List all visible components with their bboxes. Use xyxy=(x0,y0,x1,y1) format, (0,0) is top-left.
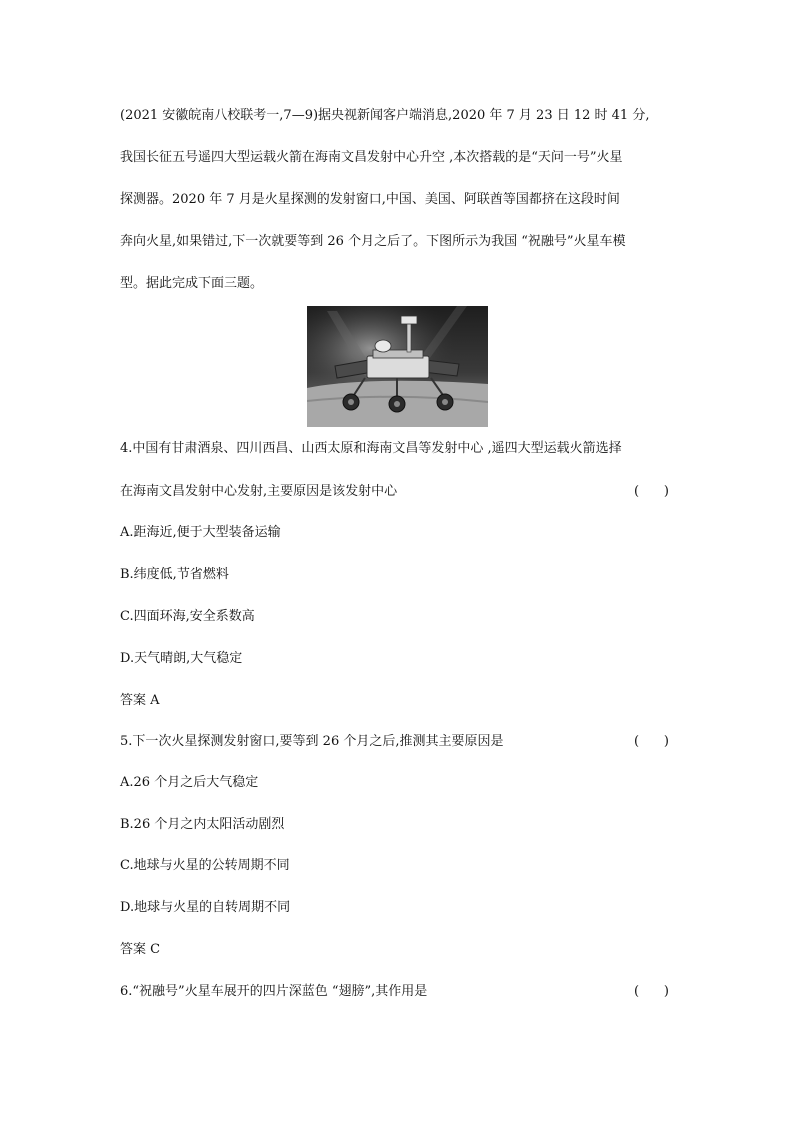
question-4-option-c: C.四面环海,安全系数高 xyxy=(120,609,255,624)
mars-rover-photo-icon xyxy=(307,306,488,427)
intro-line-3: 探测器。2020 年 7 月是火星探测的发射窗口,中国、美国、阿联酋等国都挤在这段时间 xyxy=(120,192,620,207)
question-5-stem-line-1: 5.下一次火星探测发射窗口,要等到 26 个月之后,推测其主要原因是 xyxy=(120,734,504,749)
question-6-answer-bracket: ( ) xyxy=(634,984,669,999)
question-5-option-a: A.26 个月之后大气稳定 xyxy=(120,775,259,790)
question-5-answer-bracket: ( ) xyxy=(634,734,669,749)
intro-line-1: (2021 安徽皖南八校联考一,7—9)据央视新闻客户端消息,2020 年 7 月 23 日 12 时 41 分, xyxy=(120,108,650,123)
intro-line-4: 奔向火星,如果错过,下一次就要等到 26 个月之后了。下图所示为我国 “祝融号”火星车模 xyxy=(120,234,626,249)
question-5-answer: 答案 C xyxy=(120,942,161,957)
question-5-option-c: C.地球与火星的公转周期不同 xyxy=(120,858,290,873)
question-5-option-d: D.地球与火星的自转周期不同 xyxy=(120,900,291,915)
question-4-answer-bracket: ( ) xyxy=(634,484,669,499)
question-4-stem-line-1: 4.中国有甘肃酒泉、四川西昌、山西太原和海南文昌等发射中心 ,遥四大型运载火箭选择 xyxy=(120,441,622,456)
intro-line-2: 我国长征五号遥四大型运载火箭在海南文昌发射中心升空 ,本次搭载的是“天问一号”火星 xyxy=(120,150,623,165)
intro-line-5: 型。据此完成下面三题。 xyxy=(120,276,264,291)
question-6-stem-line-1: 6.“祝融号”火星车展开的四片深蓝色 “翅膀”,其作用是 xyxy=(120,984,428,999)
question-4-option-b: B.纬度低,节省燃料 xyxy=(120,567,229,582)
question-4-stem-line-2: 在海南文昌发射中心发射,主要原因是该发射中心 xyxy=(120,484,398,499)
question-4-answer: 答案 A xyxy=(120,693,160,708)
question-4-option-a: A.距海近,便于大型装备运输 xyxy=(120,525,281,540)
mars-rover-figure xyxy=(307,306,488,427)
question-5-option-b: B.26 个月之内太阳活动剧烈 xyxy=(120,817,285,832)
question-4-option-d: D.天气晴朗,大气稳定 xyxy=(120,651,243,666)
